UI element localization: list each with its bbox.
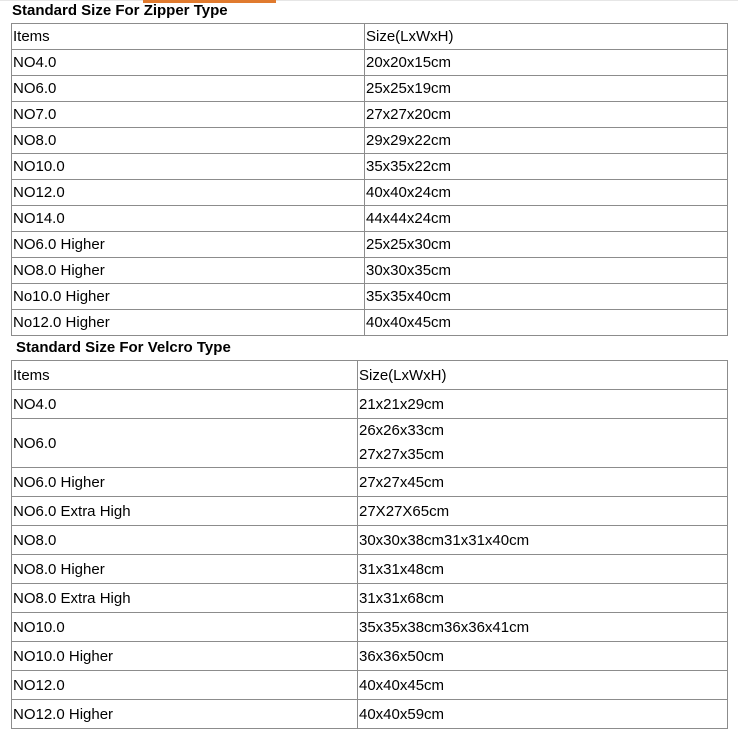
- column-header-items: Items: [12, 361, 358, 390]
- size-value: 27x27x35cm: [359, 446, 445, 463]
- table-row: [12, 284, 728, 310]
- table-row: [12, 555, 728, 584]
- table-row: [12, 76, 728, 102]
- table-row: [12, 102, 728, 128]
- size-cell: 35x35x38cm36x36x41cm: [358, 613, 728, 642]
- size-cell: 21x21x29cm: [358, 390, 728, 419]
- item-cell: No10.0 Higher: [12, 284, 365, 310]
- table-row: [12, 613, 728, 642]
- size-cell: 35x35x40cm: [365, 284, 728, 310]
- item-cell: NO8.0: [12, 526, 358, 555]
- item-cell: NO6.0 Extra High: [12, 497, 358, 526]
- velcro-table-title: Standard Size For Velcro Type: [16, 339, 231, 356]
- item-cell: NO8.0: [12, 128, 365, 154]
- item-cell: NO8.0 Extra High: [12, 584, 358, 613]
- table-row: [12, 700, 728, 729]
- item-cell: No12.0 Higher: [12, 310, 365, 336]
- top-divider: [0, 0, 738, 1]
- table-row: [12, 497, 728, 526]
- size-cell: 27X27X65cm: [358, 497, 728, 526]
- size-cell: 25x25x19cm: [365, 76, 728, 102]
- item-cell: NO6.0 Higher: [12, 468, 358, 497]
- item-cell: NO6.0: [12, 419, 358, 468]
- item-cell: NO10.0 Higher: [12, 642, 358, 671]
- column-header-items: Items: [12, 24, 365, 50]
- size-cell: 31x31x68cm: [358, 584, 728, 613]
- size-cell: 36x36x50cm: [358, 642, 728, 671]
- size-cell: 25x25x30cm: [365, 232, 728, 258]
- item-cell: NO12.0: [12, 671, 358, 700]
- table-row: [12, 584, 728, 613]
- table-row: [12, 310, 728, 336]
- column-header-size: Size(LxWxH): [358, 361, 728, 390]
- size-cell: 27x27x20cm: [365, 102, 728, 128]
- table-row: [12, 258, 728, 284]
- zipper-table-title: Standard Size For Zipper Type: [12, 2, 228, 19]
- table-header-row: [12, 24, 728, 50]
- size-cell: 40x40x45cm: [358, 671, 728, 700]
- size-cell: 31x31x48cm: [358, 555, 728, 584]
- table-row: [12, 526, 728, 555]
- size-cell: 30x30x35cm: [365, 258, 728, 284]
- size-cell: [358, 419, 728, 468]
- item-cell: NO12.0: [12, 180, 365, 206]
- item-cell: NO4.0: [12, 50, 365, 76]
- table-header-row: [12, 361, 728, 390]
- table-row: [12, 468, 728, 497]
- table-row: [12, 206, 728, 232]
- table-row: [12, 180, 728, 206]
- size-cell: 40x40x24cm: [365, 180, 728, 206]
- table-row: [12, 671, 728, 700]
- table-row: [12, 419, 728, 468]
- velcro-size-table: [11, 360, 728, 729]
- table-row: [12, 154, 728, 180]
- size-cell: 29x29x22cm: [365, 128, 728, 154]
- item-cell: NO6.0: [12, 76, 365, 102]
- item-cell: NO4.0: [12, 390, 358, 419]
- item-cell: NO7.0: [12, 102, 365, 128]
- table-row: [12, 50, 728, 76]
- size-value: 26x26x33cm: [359, 422, 445, 439]
- item-cell: NO12.0 Higher: [12, 700, 358, 729]
- table-row: [12, 232, 728, 258]
- item-cell: NO8.0 Higher: [12, 555, 358, 584]
- size-cell: 35x35x22cm: [365, 154, 728, 180]
- item-cell: NO10.0: [12, 154, 365, 180]
- table-row: [12, 390, 728, 419]
- zipper-size-table: [11, 23, 728, 336]
- table-row: [12, 642, 728, 671]
- item-cell: NO8.0 Higher: [12, 258, 365, 284]
- size-cell: 40x40x45cm: [365, 310, 728, 336]
- item-cell: NO14.0: [12, 206, 365, 232]
- size-cell: 44x44x24cm: [365, 206, 728, 232]
- size-cell: 27x27x45cm: [358, 468, 728, 497]
- size-cell: 40x40x59cm: [358, 700, 728, 729]
- item-cell: NO6.0 Higher: [12, 232, 365, 258]
- column-header-size: Size(LxWxH): [365, 24, 728, 50]
- size-cell: 30x30x38cm31x31x40cm: [358, 526, 728, 555]
- item-cell: NO10.0: [12, 613, 358, 642]
- table-row: [12, 128, 728, 154]
- size-cell: 20x20x15cm: [365, 50, 728, 76]
